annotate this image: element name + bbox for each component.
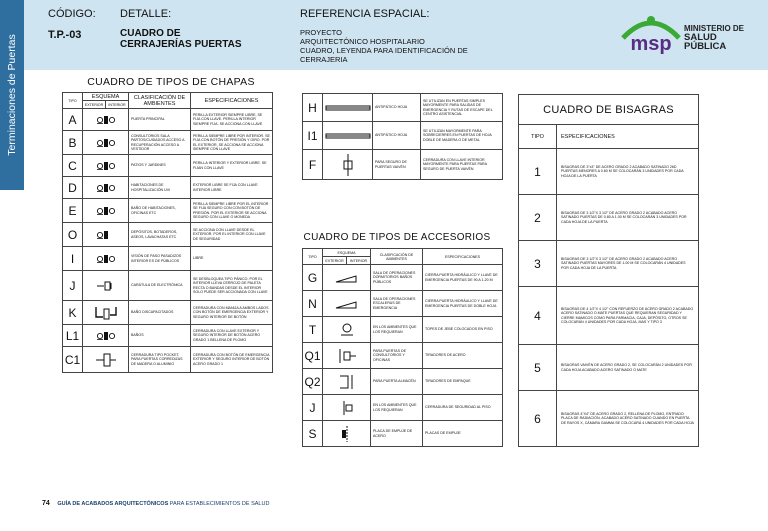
bisagras-table	[518, 94, 699, 447]
chapas-row	[63, 223, 273, 247]
msp-logo-icon	[620, 12, 682, 54]
detalle-value-2: CERRAJERÍAS PUERTAS	[120, 39, 242, 50]
lock-schematic-icon	[96, 160, 116, 172]
chapas-schematic	[83, 109, 129, 131]
bisagra-especificacion: BISAGRAS DE 3 1/2"X 3 1/2" DE ACERO GRADO 2 ACABADO ACERO SATINADO PUERTAS DE 0.80 A 1.00 M SE COLOCARÁN 3 UNIDADES POR CADA HOJA DE LA PUERTA	[557, 195, 699, 241]
lock-schematic-icon	[96, 137, 116, 149]
footer-rest: PARA ESTABLECIMIENTOS DE SALUD	[169, 501, 270, 507]
side-tab-label: Terminaciones de Puertas	[6, 34, 18, 156]
bisagra-especificacion: BISAGRAS DE 3"x3" DE ACERO GRADO 2 ACABADO SATINADO 26D PUERTAS MENORES A 0.60 M SE COLOCARÁN 3 UNIDADES POR CADA HOJA DE LA PUERTA	[557, 149, 699, 195]
chapas-clasificacion: CARÁTULA DE ELECTRÓNICA	[129, 271, 191, 301]
bisagra-especificacion: BISAGRAS DE 3 1/2"X 3 1/2" DE ACERO GRADO 2 ACABADO ACERO SATINADO PUERTAS MAYORES DE 1.00 M SE COLOCARÁN 4 UNIDADES POR CADA HOJA DE LA PUERTA	[557, 241, 699, 287]
ref-value-4: CERRAJERIA	[300, 55, 348, 64]
bisagra-row	[519, 241, 699, 287]
chapas-row	[63, 109, 273, 131]
accesorios-table	[302, 248, 503, 447]
acc-schematic	[323, 291, 371, 317]
top-accessory-row	[303, 150, 503, 180]
floor-bolt-icon	[336, 399, 358, 417]
accesorio-row	[303, 369, 503, 395]
door-closer-icon	[334, 298, 360, 310]
acc-schematic	[323, 395, 371, 421]
top-acc-clasificacion: ANTIPÁTICO HOJA	[373, 122, 421, 150]
acc-code: G	[303, 265, 323, 291]
bisagras-h-especificaciones: ESPECIFICACIONES	[557, 125, 699, 149]
bisagra-especificacion: BISAGRAS DE 4 1/2"X 4 1/2" CON REFUERZO DE ACERO GRADO 2 ACABADO ACERO SATINADO O MATE PUERTAS QUE REQUIERAN SEGURIDAD Y CIERRE MAMICOS COMO PARA FARMACIA, CAJA, DEPÓSITO, OTROS SE COLOCARÁN 4 UNIDADES POR CADA HOJA, MAS Y TIPO 3	[557, 287, 699, 345]
acc-especificacion: TIRADORES DE EMPAQUE	[423, 369, 503, 395]
chapas-code: D	[63, 177, 83, 199]
acc-clasificacion: EN LOS AMBIENTES QUE LOS REQUIERAN	[371, 395, 423, 421]
accesorio-row	[303, 291, 503, 317]
top-acc-clasificacion: PARA SEGURO DE PUERTAS VAIVÉN	[373, 150, 421, 180]
acc-code: N	[303, 291, 323, 317]
chapas-row	[63, 325, 273, 347]
acc-code: Q1	[303, 343, 323, 369]
chapas-code: B	[63, 131, 83, 155]
acc-schematic	[323, 421, 371, 447]
lever-handle-icon	[93, 303, 119, 323]
chapas-schematic	[83, 247, 129, 271]
acc-especificacion: TIRADORES DE ACERO	[423, 343, 503, 369]
accesorio-row	[303, 421, 503, 447]
msp-logo	[620, 12, 750, 56]
chapas-h-esquema: ESQUEMA	[83, 93, 129, 101]
pocket-lock-icon	[94, 351, 118, 369]
bisagra-row	[519, 345, 699, 391]
ref-value-1: PROYECTO	[300, 28, 342, 37]
top-acc-schematic	[323, 94, 373, 122]
accesorio-row	[303, 343, 503, 369]
acc-code: J	[303, 395, 323, 421]
acc-h-esquema: ESQUEMA	[323, 249, 371, 257]
chapas-code: K	[63, 301, 83, 325]
bisagra-code: 3	[519, 241, 557, 287]
chapas-title: CUADRO DE TIPOS DE CHAPAS	[87, 76, 255, 88]
acc-h-exterior: EXTERIOR	[323, 257, 347, 265]
accesorio-row	[303, 395, 503, 421]
chapas-row	[63, 131, 273, 155]
acc-clasificacion: PARA PUERTA ALMACÉN	[371, 369, 423, 395]
chapas-especificacion: EXTERIOR LIBRE SE FIJA CON LLAVE INTERIOR LIBRE	[191, 177, 273, 199]
chapas-clasificacion: PUERTA PRINCIPAL	[129, 109, 191, 131]
chapas-schematic	[83, 177, 129, 199]
acc-h-interior: INTERIOR	[347, 257, 371, 265]
footer-page-number: 74	[42, 500, 50, 507]
acc-especificacion: CERRADURA DE SEGURIDAD AL PISO	[423, 395, 503, 421]
chapas-schematic	[83, 155, 129, 177]
top-acc-schematic	[323, 122, 373, 150]
swing-lock-icon	[338, 152, 358, 178]
bisagra-especificacion: BISAGRAS VAIVÉN DE ACERO GRADO 2, SE COLOCARÁN 2 UNIDADES POR CADA HOJA ACABADO ACERO SATINADO O MATE	[557, 345, 699, 391]
chapas-code: E	[63, 199, 83, 223]
top-acc-especificacion: SE UTILIZAN MAYORMENTE PARA SOBRECIERRES EN PUERTAS DE HOJA DOBLE DE MADERA O DE METAL	[421, 122, 503, 150]
panic-bar-icon	[324, 103, 372, 113]
logo-mark-text: msp	[630, 33, 672, 54]
chapas-clasificacion: CERRADURA TIPO POCKET, PARA PUERTAS CORREDIZAS DE MADERA O ALUMINIO	[129, 347, 191, 373]
door-closer-icon	[334, 272, 360, 284]
acc-clasificacion: SALA DE OPERACIONES DORMITORIOS BAÑOS PÚBLICOS	[371, 265, 423, 291]
bisagra-especificacion: BISAGRAS 4"X4" DE ACERO GRADO 2, RELLENA DE PLOMO, ENTRADO PLACA DE RADIACIÓN, ACABADO ACERO SATINADO CUANDO EN PUERTA DE RAYOS X, CÁMARA GAMMA SE COLOCARÁ 4 UNIDADES POR CADA HOJA	[557, 391, 699, 447]
accesorio-row	[303, 265, 503, 291]
accesorios-title: CUADRO DE TIPOS DE ACCESORIOS	[303, 232, 491, 243]
bisagra-code: 6	[519, 391, 557, 447]
lock-schematic-icon	[96, 205, 116, 217]
acc-h-especificaciones: ESPECIFICACIONES	[423, 249, 503, 265]
acc-code: Q2	[303, 369, 323, 395]
chapas-especificacion: PERILLA SIEMPRE LIBRE POR EL INTERIOR SE FIJA SEGURO CON CON BOTÓN DE PRESIÓN. POR EL EXTERIOR SE ACCIONA SEGURO CON LLAVE O MONEDA	[191, 199, 273, 223]
panic-bar-icon	[324, 131, 372, 141]
acc-h-tipo: TIPO	[303, 249, 323, 265]
chapas-h-exterior: EXTERIOR	[83, 101, 106, 109]
chapas-row	[63, 271, 273, 301]
bisagra-code: 4	[519, 287, 557, 345]
logo-line-1: MINISTERIO DE	[684, 24, 745, 33]
chapas-row	[63, 199, 273, 223]
acc-clasificacion: SALA DE OPERACIONES ESCALERAS DE EMERGENCIA	[371, 291, 423, 317]
bisagra-row	[519, 287, 699, 345]
chapas-clasificacion: CONSULTORIOS SALA PARTOS/CUIDADOS ACCESO A RECUPERACIÓN ACCESO A VESTIDOR	[129, 131, 191, 155]
bisagra-code: 1	[519, 149, 557, 195]
chapas-especificacion: SE ACCIONA CON LLAVE DESDE EL EXTERIOR. POR EL INTERIOR CON LLAVE DE SEGURIDAD	[191, 223, 273, 247]
acc-schematic	[323, 343, 371, 369]
chapas-h-tipo: TIPO	[63, 93, 83, 109]
chapas-especificacion: SE DESBLOQUEA TIPO PÁNICO. POR EL INTERIOR LLEVA CERROJO DE PALETA RECTA O BANDAS DESDE EL INTERIOR SOLO PUEDE SER ACCIONADA CON LLAVE	[191, 271, 273, 301]
lock-schematic-icon	[96, 114, 116, 126]
ref-value-3: CUADRO, LEYENDA PARA IDENTIFICACIÓN DE	[300, 46, 468, 55]
bisagra-code: 5	[519, 345, 557, 391]
chapas-clasificacion: BAÑOS	[129, 325, 191, 347]
accesorios-body	[303, 265, 503, 447]
acc-especificacion: PLACAS DE EMPUJE	[423, 421, 503, 447]
chapas-schematic	[83, 271, 129, 301]
top-accessory-row	[303, 122, 503, 150]
chapas-schematic	[83, 325, 129, 347]
bisagra-row	[519, 391, 699, 447]
acc-schematic	[323, 265, 371, 291]
acc-clasificacion: EN LOS AMBIENTES QUE LOS REQUIERAN	[371, 317, 423, 343]
chapas-especificacion: PERILLA SIEMPRE LIBRE POR INTERIOR. SE FIJA CON BOTÓN DE PRESIÓN Y GIRO. POR EL EXTERIOR, SE ACCIONA SE ACCIONA SIEMPRE CON LLAVE	[191, 131, 273, 155]
acc-schematic	[323, 317, 371, 343]
logo-text	[684, 24, 750, 51]
top-accessories-table	[302, 93, 503, 180]
chapas-clasificacion: BAÑO DE HABITACIONES, OFICINAS ETC	[129, 199, 191, 223]
chapas-row	[63, 301, 273, 325]
chapas-schematic	[83, 199, 129, 223]
accesorio-row	[303, 317, 503, 343]
chapas-clasificacion: BAÑO DISCAPACITADOS	[129, 301, 191, 325]
chapas-code: L1	[63, 325, 83, 347]
bisagra-code: 2	[519, 195, 557, 241]
acc-code: S	[303, 421, 323, 447]
chapas-schematic	[83, 223, 129, 247]
chapas-clasificacion: VISIÓN DE PASO PASADIZOS INTERIOR ES DE PÚBLICOS	[129, 247, 191, 271]
top-accessory-row	[303, 94, 503, 122]
chapas-especificacion: CERRADURA CON MANIJA A AMBOS LADOS CON BOTÓN DE EMERGENCIA EXTERIOR Y SEGURO INTERIOR DE BOTÓN	[191, 301, 273, 325]
acc-especificacion: TOPES DE JEBE COLOCADOS EN PISO	[423, 317, 503, 343]
chapas-especificacion: PERILLA INTERIOR Y EXTERIOR LIBRE. SE FIJAN CON LLAVE	[191, 155, 273, 177]
chapas-row	[63, 247, 273, 271]
chapas-code: I	[63, 247, 83, 271]
push-plate-icon	[336, 425, 358, 443]
acc-clasificacion: PARA PUERTAS DE CONSULTORIOS Y OFICINAS	[371, 343, 423, 369]
codigo-label: CÓDIGO:	[48, 8, 96, 20]
top-acc-especificacion: SE UTILIZAN EN PUERTAS SIMPLES MAYORMENTE PARA SALIDAS DE EMERGENCIA Y RUTAS DE ESCAPE DEL CENTRO ASISTENCIAL	[421, 94, 503, 122]
bisagra-row	[519, 195, 699, 241]
bisagras-h-tipo: TIPO	[519, 125, 557, 149]
detalle-value-1: CUADRO DE	[120, 28, 181, 39]
footer-bold: GUÍA DE ACABADOS ARQUITECTÓNICOS	[57, 501, 169, 507]
pull-bar-icon	[336, 373, 358, 391]
footer	[42, 500, 269, 507]
knob-icon	[95, 279, 117, 293]
top-acc-code: F	[303, 150, 323, 180]
top-acc-clasificacion: ANTIPÁTICO HOJA	[373, 94, 421, 122]
bisagras-title: CUADRO DE BISAGRAS	[519, 95, 699, 125]
ref-value-2: ARQUITECTÓNICO HOSPITALARIO	[300, 37, 425, 46]
door-stop-icon	[337, 322, 357, 338]
side-tab	[0, 0, 24, 190]
lock-schematic-icon	[96, 229, 116, 241]
chapas-code: A	[63, 109, 83, 131]
acc-especificacion: CIERRA PUERTA HIDRÁULICO Y LLAVE DE EMERGENCIA PUERTAS DE DOBLE HOJA	[423, 291, 503, 317]
lock-schematic-icon	[96, 182, 116, 194]
lock-schematic-icon	[96, 253, 116, 265]
chapas-table	[62, 92, 273, 373]
chapas-especificacion: LIBRE	[191, 247, 273, 271]
chapas-code: J	[63, 271, 83, 301]
chapas-row	[63, 177, 273, 199]
detalle-label: DETALLE:	[120, 8, 172, 20]
acc-schematic	[323, 369, 371, 395]
chapas-h-clasificacion: CLASIFICACIÓN DE AMBIENTES	[129, 93, 191, 109]
chapas-especificacion: CERRADURA CON LLAVE EXTERIOR Y SEGURO INTERIOR DE BOTÓN ACERO GRADO 1 BELLENA DE PLOMO	[191, 325, 273, 347]
ref-label: REFERENCIA ESPACIAL:	[300, 8, 430, 20]
bisagras-body	[519, 149, 699, 447]
acc-especificacion: CIERRA PUERTA HIDRÁULICO Y LLAVE DE EMERGENCIA PUERTAS DE 90 A 1.20 M	[423, 265, 503, 291]
top-accessories-body	[303, 94, 503, 180]
logo-line-2: SALUD PÚBLICA	[684, 32, 727, 52]
top-acc-schematic	[323, 150, 373, 180]
chapas-row	[63, 155, 273, 177]
chapas-especificacion: PERILLA EXTERIOR SIEMPRE LIBRE, SE FIJA CON LLAVE. PERILLA INTERIOR SIEMPRE FIJA. SE ACCIONA CON LLAVE	[191, 109, 273, 131]
acc-h-clasificacion: CLASIFICACIÓN DE AMBIENTES	[371, 249, 423, 265]
chapas-schematic	[83, 301, 129, 325]
bisagra-row	[519, 149, 699, 195]
chapas-h-especificaciones: ESPECIFICACIONES	[191, 93, 273, 109]
codigo-value: T.P.-03	[48, 29, 82, 41]
chapas-body	[63, 109, 273, 373]
lock-schematic-icon	[96, 330, 116, 342]
acc-clasificacion: PLACA DE EMPUJE DE ACERO	[371, 421, 423, 447]
chapas-clasificacion: HABITACIONES DE HOSPITALIZACIÓN UVI	[129, 177, 191, 199]
chapas-schematic	[83, 347, 129, 373]
pull-handle-icon	[336, 347, 358, 365]
chapas-clasificacion: PATIOS Y JARDINES	[129, 155, 191, 177]
acc-code: T	[303, 317, 323, 343]
chapas-row	[63, 347, 273, 373]
chapas-schematic	[83, 131, 129, 155]
chapas-code: C1	[63, 347, 83, 373]
chapas-code: O	[63, 223, 83, 247]
top-acc-code: I1	[303, 122, 323, 150]
chapas-especificacion: CERRADURA CON BOTÓN DE EMERGENCIA EXTERIOR Y SEGURO INTERIOR DE BOTÓN ACERO GRADO 1	[191, 347, 273, 373]
chapas-h-interior: INTERIOR	[106, 101, 129, 109]
chapas-code: C	[63, 155, 83, 177]
top-acc-code: H	[303, 94, 323, 122]
top-acc-especificacion: CERRADURA CON LLAVE INTERIOR MAYORMENTE PARA PUERTAS PARA SEGURO DE PUERTA VAIVÉN	[421, 150, 503, 180]
chapas-clasificacion: DEPÓSITOS, BOTADEROS, ASEOS, LAVACHATAS ETC	[129, 223, 191, 247]
